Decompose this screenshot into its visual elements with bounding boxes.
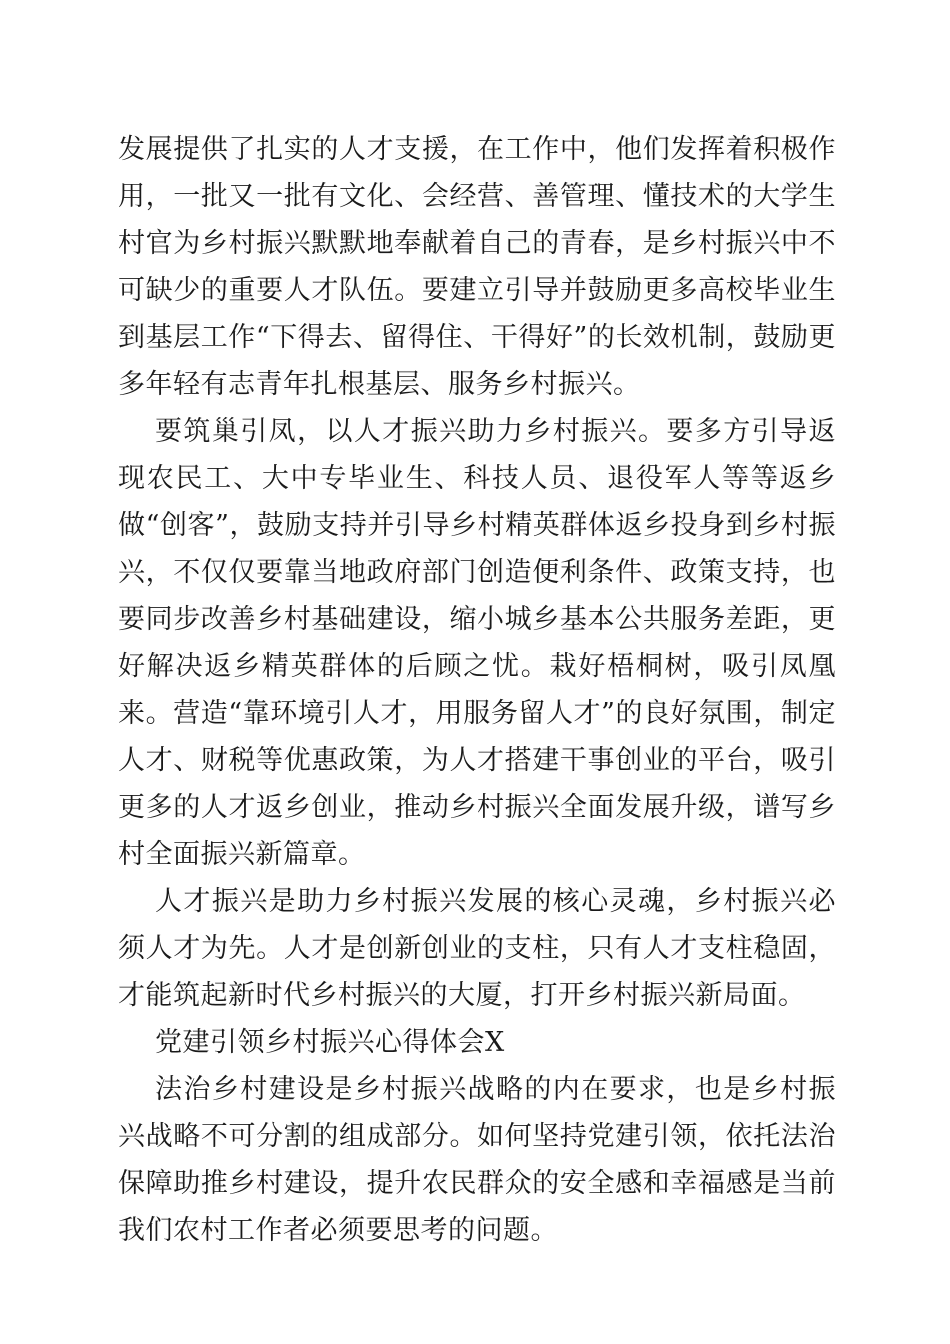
paragraph-rule-of-law: 法治乡村建设是乡村振兴战略的内在要求，也是乡村振兴战略不可分割的组成部分。如何坚持党建引领，依托法治保障助推乡村建设，提升农民群众的安全感和幸福感是当前我们农村工作者必须要思考的问题。 [118, 1074, 836, 1246]
section-title: 党建引领乡村振兴心得体会X [155, 1027, 505, 1058]
document-body [118, 126, 836, 1254]
paragraph-talent-core: 人才振兴是助力乡村振兴发展的核心灵魂，乡村振兴必须人才为先。人才是创新创业的支柱，只有人才支柱稳固，才能筑起新时代乡村振兴的大厦，打开乡村振兴新局面。 [118, 886, 836, 1011]
paragraph-attract-talent: 要筑巢引凤，以人才振兴助力乡村振兴。要多方引导返现农民工、大中专毕业生、科技人员、退役军人等等返乡做“创客”，鼓励支持并引导乡村精英群体返乡投身到乡村振兴，不仅仅要靠当地政府部门创造便利条件、政策支持，也要同步改善乡村基础建设，缩小城乡基本公共服务差距，更好解决返乡精英群体的后顾之忧。栽好梧桐树，吸引凤凰来。营造“靠环境引人才，用服务留人才”的良好氛围，制定人才、财税等优惠政策，为人才搭建干事创业的平台，吸引更多的人才返乡创业，推动乡村振兴全面发展升级，谱写乡村全面振兴新篇章。 [118, 416, 836, 870]
paragraph-talent-support: 发展提供了扎实的人才支援，在工作中，他们发挥着积极作用，一批又一批有文化、会经营、善管理、懂技术的大学生村官为乡村振兴默默地奉献着自己的青春，是乡村振兴中不可缺少的重要人才队伍。要建立引导并鼓励更多高校毕业生到基层工作“下得去、留得住、干得好”的长效机制，鼓励更多年轻有志青年扎根基层、服务乡村振兴。 [118, 134, 836, 400]
